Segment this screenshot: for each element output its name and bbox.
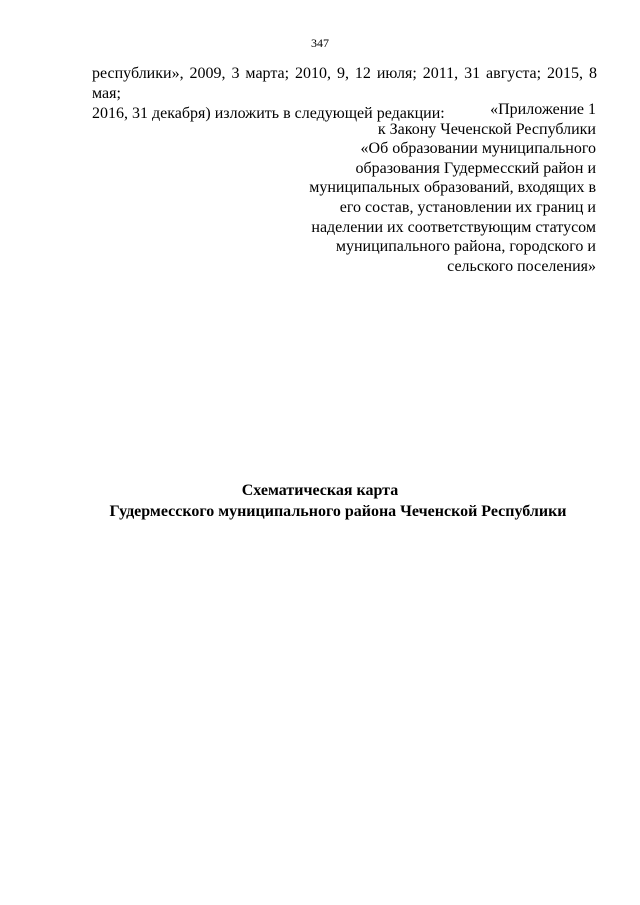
- appendix-line: к Закону Чеченской Республики: [377, 120, 596, 138]
- appendix-line: «Об образовании муниципального: [360, 140, 596, 158]
- appendix-line: его состав, установлении их границ и: [339, 198, 596, 216]
- appendix-line: сельского поселения»: [447, 257, 596, 275]
- page-number: 347: [311, 36, 329, 50]
- intro-line-1: республики», 2009, 3 марта; 2010, 9, 12 июля; 2011, 31 августа; 2015, 8 мая;: [92, 65, 597, 102]
- map-title-line-2: Гудермесского муниципального района Чеченской Республики: [109, 503, 567, 520]
- appendix-line: наделении их соответствующим статусом: [311, 218, 596, 236]
- intro-line-2: 2016, 31 декабря) изложить в следующей редакции:: [92, 105, 445, 122]
- appendix-header: [276, 100, 596, 276]
- map-title: [0, 480, 640, 522]
- appendix-line: образования Гудермесский район и: [355, 159, 596, 177]
- appendix-line: муниципального района, городского и: [335, 238, 596, 256]
- appendix-line: «Приложение 1: [490, 101, 596, 118]
- map-title-line-1: Схематическая карта: [241, 482, 399, 499]
- appendix-line: муниципальных образований, входящих в: [309, 179, 596, 197]
